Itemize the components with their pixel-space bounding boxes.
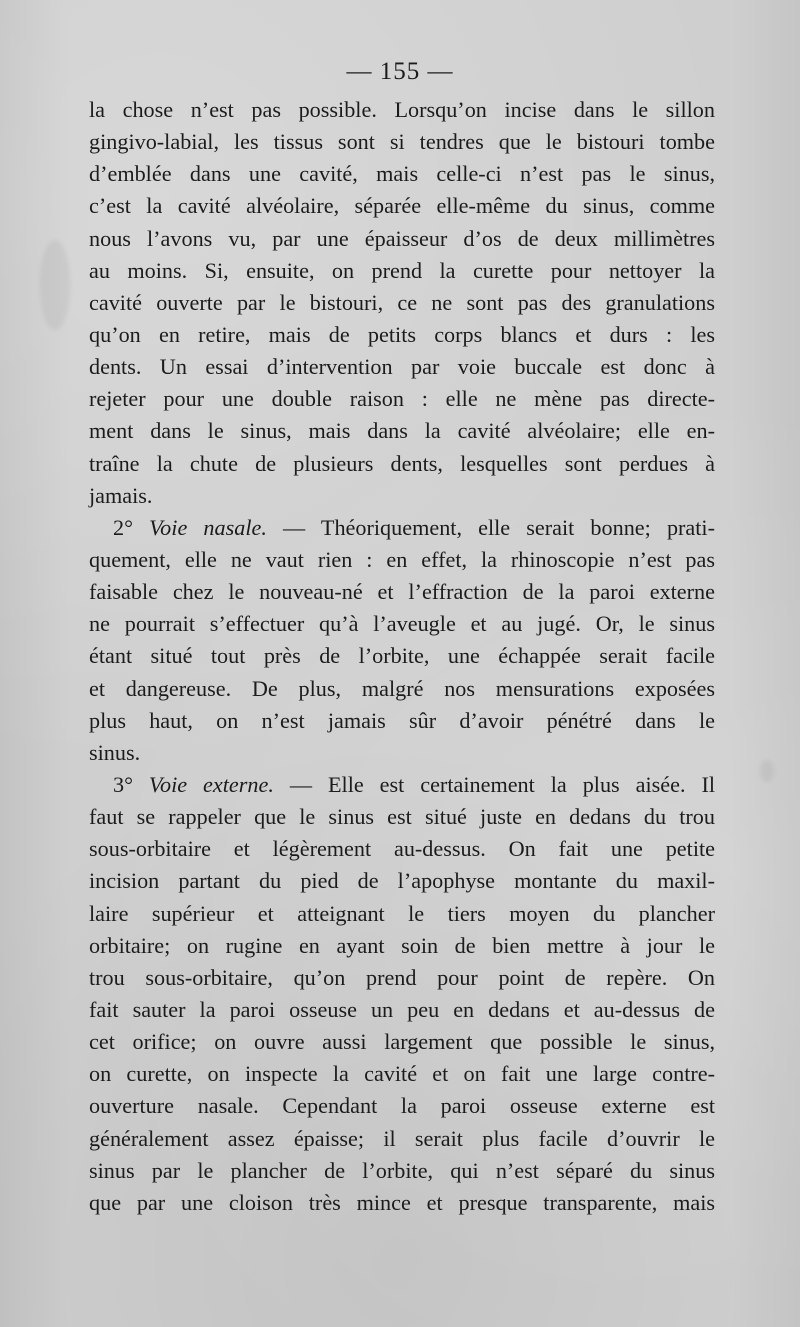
- text-line: qu’on en retire, mais de petits corps blancs et durs : les: [89, 321, 715, 347]
- text-line: sinus.: [89, 739, 141, 765]
- text-line: jamais.: [89, 482, 153, 508]
- text-line: traîne la chute de plusieurs dents, lesquelles sont perdues à: [89, 450, 715, 476]
- text-line: laire supérieur et atteignant le tiers moyen du plancher: [89, 900, 715, 926]
- text-line: sous-orbitaire et légèrement au-dessus. On fait une petite: [89, 836, 715, 862]
- body-text: [89, 94, 715, 1219]
- text-line: trou sous-orbitaire, qu’on prend pour point de repère. On: [89, 964, 715, 990]
- text-line: dents. Un essai d’intervention par voie buccale est donc à: [89, 354, 715, 380]
- text-line: que par une cloison très mince et presque transparente, mais: [89, 1189, 715, 1215]
- text-line: généralement assez épaisse; il serait plus facile d’ouvrir le: [89, 1125, 715, 1151]
- section-3-number: 3°: [113, 771, 149, 797]
- page-number: — 155 —: [346, 58, 454, 85]
- paper-smudge: [760, 760, 774, 782]
- text-line: ment dans le sinus, mais dans la cavité alvéolaire; elle en-: [89, 418, 715, 444]
- text-line: c’est la cavité alvéolaire, séparée elle-même du sinus, comme: [89, 193, 715, 219]
- text-line: la chose n’est pas possible. Lorsqu’on incise dans le sillon: [89, 97, 715, 122]
- section-2-heading-line: [89, 512, 715, 544]
- text-line: on curette, on inspecte la cavité et on fait une large contre-: [89, 1061, 715, 1087]
- text-line: ne pourrait s’effectuer qu’à l’aveugle et au jugé. Or, le sinus: [89, 611, 715, 637]
- paper-smudge: [40, 240, 70, 330]
- text-line: fait sauter la paroi osseuse un peu en dedans et au-dessus de: [89, 996, 715, 1022]
- text-line: et dangereuse. De plus, malgré nos mensurations exposées: [89, 675, 715, 701]
- text-line: faut se rappeler que le sinus est situé juste en dedans du trou: [89, 804, 715, 830]
- text-line: faisable chez le nouveau-né et l’effraction de la paroi externe: [89, 579, 715, 605]
- section-2-title: Voie nasale.: [149, 514, 267, 540]
- section-2-intro: — Théoriquement, elle serait bonne; prati-: [266, 514, 715, 540]
- text-line: quement, elle ne vaut rien : en effet, la rhinoscopie n’est pas: [89, 546, 715, 572]
- text-line: plus haut, on n’est jamais sûr d’avoir pénétré dans le: [89, 707, 715, 733]
- text-line: cavité ouverte par le bistouri, ce ne sont pas des granulations: [89, 289, 715, 315]
- text-line: d’emblée dans une cavité, mais celle-ci n’est pas le sinus,: [89, 161, 715, 187]
- text-line: au moins. Si, ensuite, on prend la curette pour nettoyer la: [89, 257, 715, 283]
- text-line: ouverture nasale. Cependant la paroi osseuse externe est: [89, 1093, 715, 1119]
- section-3-title: Voie externe.: [148, 771, 274, 797]
- section-3-heading-line: [89, 769, 715, 801]
- text-line: cet orifice; on ouvre aussi largement que possible le sinus,: [89, 1029, 715, 1055]
- section-2-number: 2°: [113, 514, 150, 540]
- text-line: nous l’avons vu, par une épaisseur d’os de deux millimètres: [89, 225, 715, 251]
- section-3-intro: — Elle est certainement la plus aisée. Il: [273, 771, 716, 797]
- text-line: rejeter pour une double raison : elle ne mène pas directe-: [89, 386, 715, 412]
- text-line: étant situé tout près de l’orbite, une échappée serait facile: [89, 643, 715, 669]
- text-line: sinus par le plancher de l’orbite, qui n’est séparé du sinus: [89, 1157, 715, 1183]
- text-line: orbitaire; on rugine en ayant soin de bien mettre à jour le: [89, 932, 715, 958]
- text-line: incision partant du pied de l’apophyse montante du maxil-: [89, 868, 715, 894]
- text-line: gingivo-labial, les tissus sont si tendres que le bistouri tombe: [89, 129, 715, 155]
